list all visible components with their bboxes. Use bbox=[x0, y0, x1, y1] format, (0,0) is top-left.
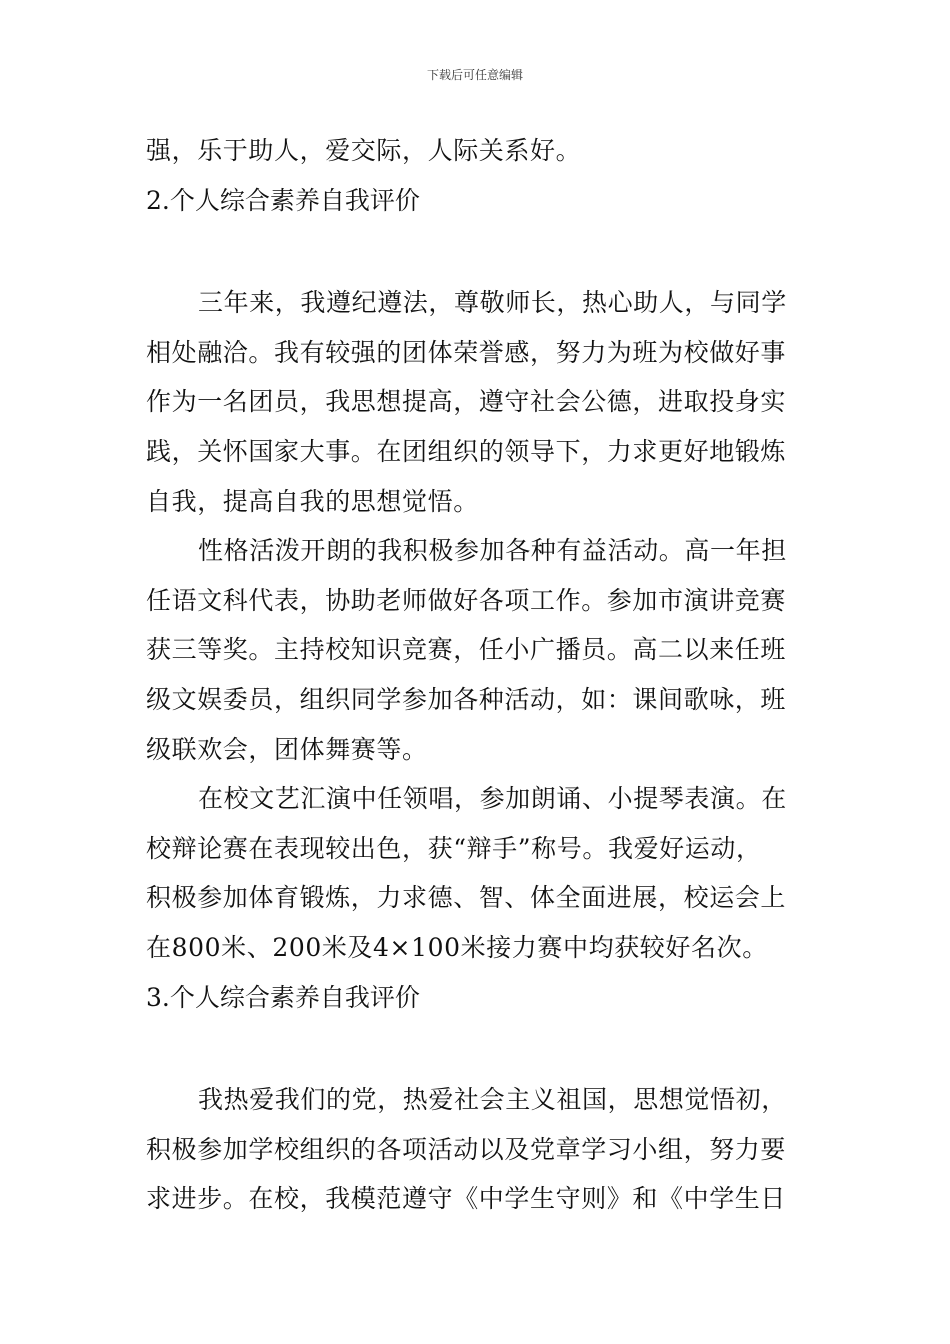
text-line: 积极参加体育锻炼，力求德、智、体全面进展，校运会上 bbox=[146, 883, 787, 913]
text-line: 校辩论赛在表现较出色，获“辩手”称号。我爱好运动， bbox=[146, 833, 762, 863]
text-line: 获三等奖。主持校知识竞赛，任小广播员。高二以来任班 bbox=[146, 635, 787, 665]
text-line: 我热爱我们的党，热爱社会主义祖国，思想觉悟初， bbox=[198, 1085, 787, 1115]
text-line: 在800米、200米及4×100米接力赛中均获较好名次。 bbox=[146, 932, 768, 962]
text-line: 积极参加学校组织的各项活动以及党章学习小组，努力要 bbox=[146, 1134, 787, 1164]
section-heading: 2.个人综合素养自我评价 bbox=[146, 185, 420, 215]
text-line: 践，关怀国家大事。在团组织的领导下，力求更好地锻炼 bbox=[146, 436, 787, 466]
page-header: 下载后可任意编辑 bbox=[426, 68, 523, 82]
text-line: 任语文科代表，协助老师做好各项工作。参加市演讲竞赛 bbox=[146, 585, 787, 615]
document-body bbox=[146, 126, 808, 1224]
text-line: 级文娱委员，组织同学参加各种活动，如：课间歌咏，班 bbox=[146, 684, 787, 714]
paragraph-gap bbox=[146, 225, 808, 278]
section-heading: 3.个人综合素养自我评价 bbox=[146, 982, 420, 1012]
text-line: 相处融洽。我有较强的团体荣誉感，努力为班为校做好事 bbox=[146, 337, 787, 367]
text-line: 三年来，我遵纪遵法，尊敬师长，热心助人，与同学 bbox=[198, 288, 787, 318]
text-line: 求进步。在校，我模范遵守《中学生守则》和《中学生日 bbox=[146, 1184, 787, 1214]
text-line: 在校文艺汇演中任领唱，参加朗诵、小提琴表演。在 bbox=[198, 784, 787, 814]
paragraph-gap bbox=[146, 1022, 808, 1075]
text-line: 强，乐于助人，爱交际，人际关系好。 bbox=[146, 136, 582, 165]
text-line: 作为一名团员，我思想提高，遵守社会公德，进取投身实 bbox=[146, 387, 787, 417]
text-line: 自我，提高自我的思想觉悟。 bbox=[146, 486, 479, 516]
text-line: 性格活泼开朗的我积极参加各种有益活动。高一年担 bbox=[198, 536, 787, 566]
text-line: 级联欢会，团体舞赛等。 bbox=[146, 734, 428, 764]
